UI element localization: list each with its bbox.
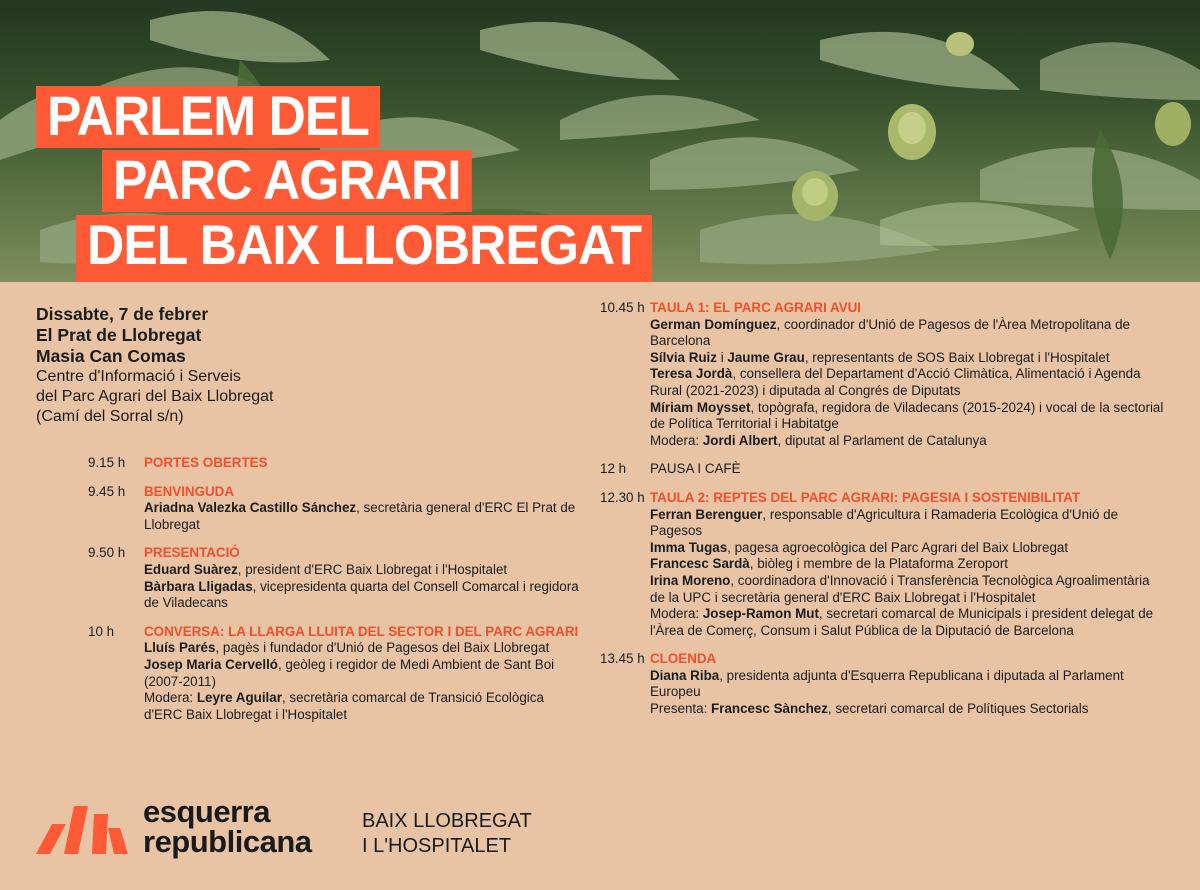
participant-line [650,350,1165,367]
participant-role-label: Modera: [650,606,703,622]
participant-role-label: Presenta: [650,701,712,717]
participant-description: , biòleg i membre de la Plataforma Zeroport [749,556,1009,572]
participant-description: , coordinadora d'Innovació i Transferència Tecnològica Agroalimentària de la UPC i secretària general d'ERC Baix Llobregat i l'Hospitalet [650,572,1150,605]
region-line-2: I L'HOSPITALET [362,835,512,857]
participant-line [650,366,1165,399]
participant-line [650,317,1165,350]
program-time: 12.30 h [600,489,645,505]
participant-name: Diana Riba [650,667,720,683]
program-body [144,545,580,611]
participant-line [650,433,1165,450]
program-time: 13.45 h [600,651,645,667]
participant-line [144,562,580,579]
participant-line [144,640,580,657]
participant-description: , coordinador d'Unió de Pagesos de l'Àrea Metropolitana de Barcelona [650,316,1130,349]
program-heading: CLOENDA [650,651,717,667]
region-line-1: BAIX LLOBREGAT [362,810,532,832]
participant-name: Sílvia Ruiz [650,349,717,365]
program-time: 10.45 h [600,300,645,315]
participant-description: , pagesa agroecològica del Parc Agrari del Baix Llobregat [727,539,1069,555]
participant-description: , president d'ERC Baix Llobregat i l'Hospitalet [237,561,508,577]
program-heading: CONVERSA: LA LLARGA LLUITA DEL SECTOR I DEL PARC AGRARI [144,623,579,639]
participant-role-label: Modera: [144,690,197,706]
participant-description: , vicepresidenta quarta del Consell Comarcal i regidora de Viladecans [144,578,579,611]
program-item [600,651,1165,717]
title-line-2: PARC AGRARI [102,150,472,212]
program-body [144,624,580,724]
program-time: 10 h [88,623,115,639]
participant-line [144,690,580,723]
program-heading: PRESENTACIÓ [144,545,240,561]
participant-name: Eduard Suàrez [144,561,238,577]
participant-description: , secretària comarcal de Transició Ecològica d'ERC Baix Llobregat i l'Hospitalet [144,690,544,722]
event-city: El Prat de Llobregat [36,325,202,345]
participant-line [650,668,1165,701]
program-heading: TAULA 1: EL PARC AGRARI AVUI [650,300,862,315]
region-label [362,809,532,859]
program-time: 12 h [600,461,627,477]
program-item [600,300,1165,449]
program-body [144,484,580,534]
participant-line [144,579,580,612]
participant-line [650,606,1165,639]
participant-line [650,507,1165,540]
logo-line-2: republicana [143,824,312,859]
participant-name: Josep Maria Cervelló [144,656,278,672]
program-item [88,545,580,611]
venue-centre-line1: Centre d'Informació i Serveis [36,368,241,385]
erc-logo-text [143,794,312,859]
participant-name: Jordi Albert [702,432,778,448]
participant-line [144,657,580,690]
program-heading: BENVINGUDA [144,483,235,499]
program-item [88,484,580,534]
participant-name: Imma Tugas [650,539,728,555]
logo-line-1: esquerra [143,794,270,829]
participant-name: Leyre Aguilar [196,690,282,706]
participant-description: , secretària general d'ERC El Prat de Llobregat [144,500,576,532]
program-time: 9.45 h [88,483,126,499]
program-heading: TAULA 2: REPTES DEL PARC AGRARI: PAGESIA I SOSTENIBILITAT [650,489,1080,505]
participant-name: German Domínguez [650,316,777,332]
participant-description: , presidenta adjunta d'Esquerra Republicana i diputada al Parlament Europeu [650,667,1124,700]
participant-description: , diputat al Parlament de Catalunya [777,432,987,448]
participant-name: Lluís Parés [144,640,216,656]
participant-line [650,701,1165,718]
venue-info [36,304,556,427]
participant-name: Francesc Sànchez [711,701,828,717]
participant-name: Ferran Berenguer [650,506,763,522]
participant-description: , secretari comarcal de Municipals i president delegat de l'Àrea de Comerç, Consum i Salut Pública de la Diputació de Barcelona [650,606,1154,638]
participant-line [144,500,580,533]
participant-line [650,556,1165,573]
participant-name: Francesc Sardà [650,556,750,572]
event-place: Masia Can Comas [36,346,186,366]
participant-name: Jaume Grau [727,349,805,365]
program-body [650,651,1165,717]
banner-photo [0,0,1200,282]
participant-line [650,573,1165,606]
participant-line [650,540,1165,557]
participant-name: Irina Moreno [650,572,731,588]
program-body [650,461,1165,478]
participant-description: , responsable d'Agricultura i Ramaderia Ecològica d'Unió de Pagesos [650,506,1119,539]
program-item [88,624,580,724]
program-body [144,455,580,472]
participant-description: , topògrafa, regidora de Viladecans (2015-2024) i vocal de la sectorial de Política Territorial i Habitatge [650,399,1164,432]
participant-name: Bàrbara Lligadas [144,578,253,594]
participant-description: , geòleg i regidor de Medi Ambient de Sant Boi (2007-2011) [144,656,555,689]
participant-name: Míriam Moysset [650,399,751,415]
program-heading: PORTES OBERTES [144,455,268,470]
right-program [600,300,1165,730]
participant-name: Ariadna Valezka Castillo Sánchez [144,500,357,516]
participant-conjunction: i [716,349,728,365]
event-date: Dissabte, 7 de febrer [36,304,209,324]
program-plain-text: PAUSA I CAFÈ [650,461,741,477]
venue-centre-line2: del Parc Agrari del Baix Llobregat [36,388,274,405]
program-item [600,461,1165,478]
participant-name: Teresa Jordà [650,366,733,382]
participant-line [650,400,1165,433]
venue-address: (Camí del Sorral s/n) [36,408,184,425]
program-time: 9.50 h [88,545,126,561]
participant-description: , secretari comarcal de Polítiques Sectorials [827,701,1089,717]
left-program [88,455,580,735]
program-item [88,455,580,472]
program-time: 9.15 h [88,455,126,470]
title-line-1: PARLEM DEL [36,86,380,148]
participant-name: Josep-Ramon Mut [702,606,819,622]
participant-role-label: Modera: [650,432,703,448]
participant-description: , pagès i fundador d'Unió de Pagesos del Baix Llobregat [215,640,550,656]
participant-description: , consellera del Departament d'Acció Climàtica, Alimentació i Agenda Rural (2021-2023) i diputada al Congrés de Diputats [650,366,1141,398]
erc-logo-icon [36,800,132,856]
program-body [650,300,1165,449]
title-line-3: DEL BAIX LLOBREGAT [76,215,652,282]
program-body [650,490,1165,639]
program-item [600,490,1165,639]
participant-description: , representants de SOS Baix Llobregat i l'Hospitalet [804,349,1110,365]
